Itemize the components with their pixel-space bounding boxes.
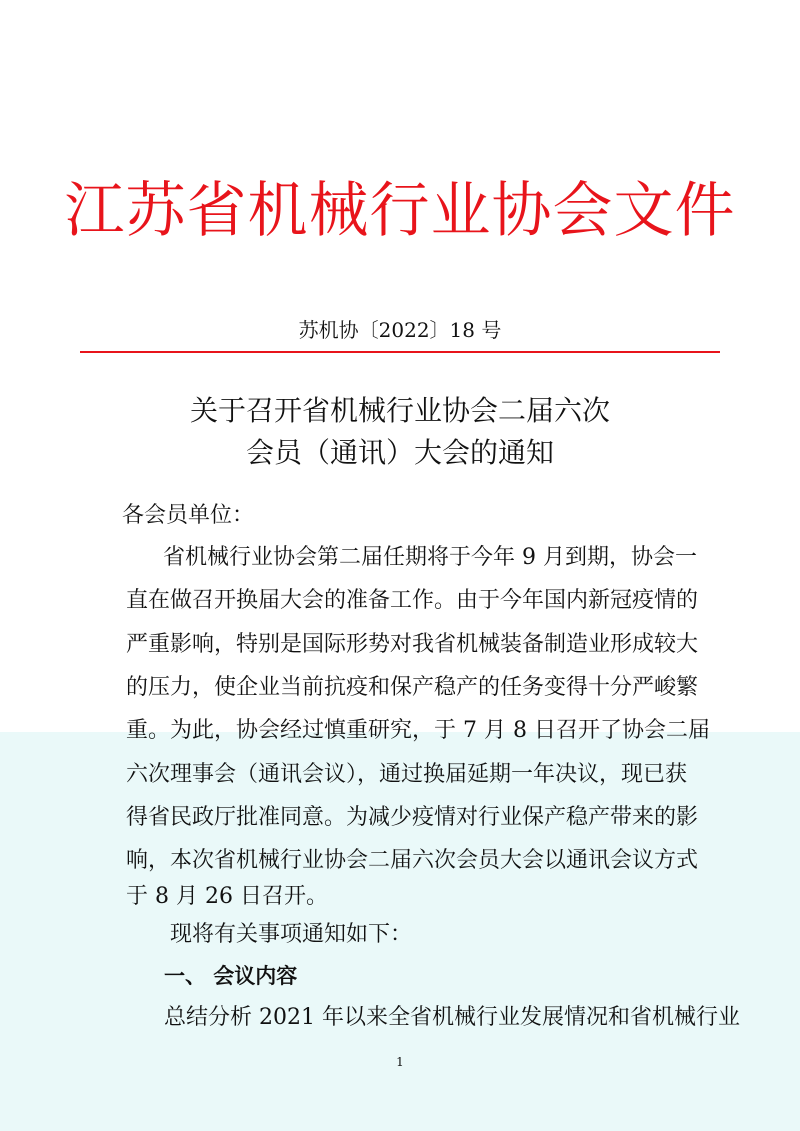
document-number: 苏机协〔2022〕18 号 <box>298 318 502 342</box>
body-line-4: 的压力，使企业当前抗疫和保产稳产的任务变得十分严峻繁 <box>126 675 699 700</box>
red-separator-line <box>80 351 720 353</box>
section-heading-meeting-content: 一、 会议内容 <box>164 964 298 988</box>
notice-title-line-2: 会员（通讯）大会的通知 <box>245 436 554 469</box>
body-line-3: 严重影响，特别是国际形势对我省机械装备制造业形成较大 <box>126 632 699 657</box>
notice-title <box>0 390 800 474</box>
body-line-5: 重。为此，协会经过慎重研究，于 7 月 8 日召开了协会二届 <box>126 718 710 743</box>
notice-intro: 现将有关事项通知如下： <box>170 922 413 947</box>
body-line-2: 直在做召开换届大会的准备工作。由于今年国内新冠疫情的 <box>126 588 699 613</box>
section-body-line: 总结分析 2021 年以来全省机械行业发展情况和省机械行业 <box>164 1005 740 1030</box>
body-line-7: 得省民政厅批准同意。为减少疫情对行业保产稳产带来的影 <box>126 805 699 830</box>
organization-document-header: 江苏省机械行业协会文件 <box>64 176 736 246</box>
body-line-6: 六次理事会（通讯会议），通过换届延期一年决议，现已获 <box>126 762 688 787</box>
notice-title-line-1: 关于召开省机械行业协会二届六次 <box>189 394 610 427</box>
body-line-8: 响，本次省机械行业协会二届六次会员大会以通讯会议方式 <box>126 848 699 873</box>
body-line-9: 于 8 月 26 日召开。 <box>126 884 328 909</box>
body-line-1: 省机械行业协会第二届任期将于今年 9 月到期，协会一 <box>163 545 697 570</box>
greeting-text: 各会员单位： <box>122 503 255 528</box>
page-number: 1 <box>396 1055 404 1069</box>
